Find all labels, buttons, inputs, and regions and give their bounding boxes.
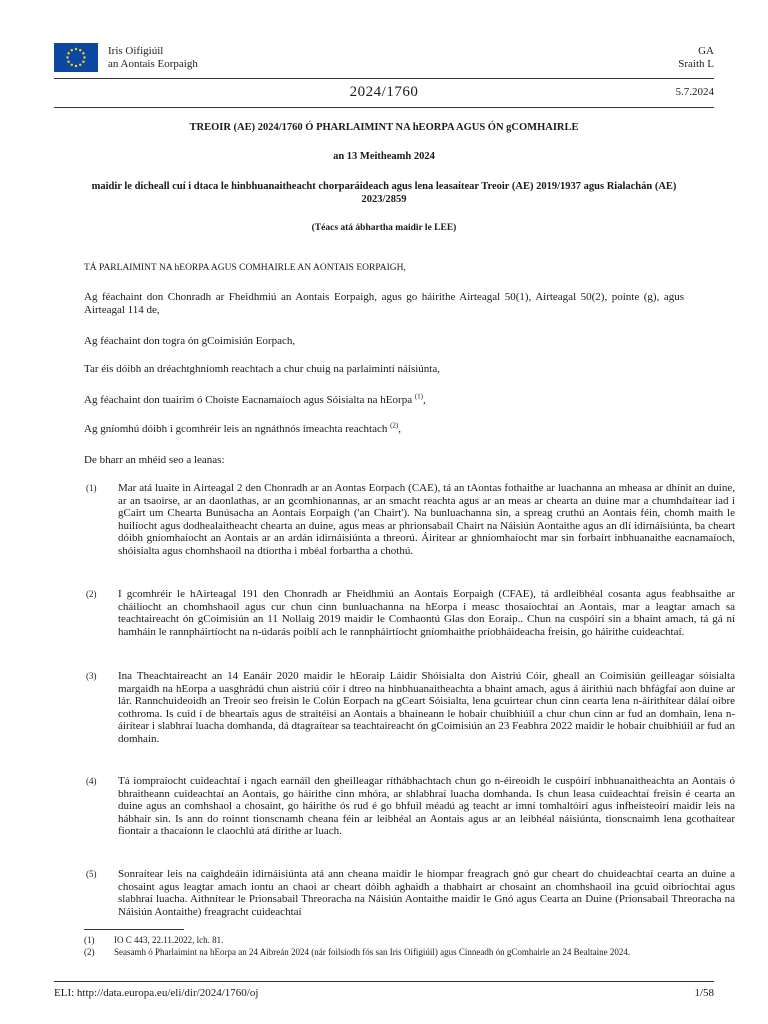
series: Sraith L bbox=[678, 58, 714, 70]
citation-treaty: Ag féachaint don Chonradh ar Fheidhmiú an Aontais Eorpaigh, agus go háirithe Airteagal 50(1), Airteagal 50(2), pointe (g), agus Airteagal 114 de, bbox=[84, 291, 684, 316]
journal-line-2: an Aontais Eorpaigh bbox=[108, 58, 198, 70]
adoption-date: an 13 Meitheamh 2024 bbox=[333, 151, 435, 162]
citation-eesc-end: , bbox=[423, 394, 426, 406]
recital-number: (5) bbox=[86, 869, 97, 879]
recital-number: (3) bbox=[86, 671, 97, 681]
footnote-divider bbox=[84, 929, 184, 930]
whereas-intro: De bharr an mhéid seo a leanas: bbox=[84, 454, 225, 466]
footnote-ref-2[interactable]: (2) bbox=[390, 421, 399, 430]
citation-national-parliaments: Tar éis dóibh an dréachtghníomh reachtach a chur chuig na parlaimintí náisiúnta, bbox=[84, 363, 440, 375]
footer-divider bbox=[54, 981, 714, 982]
citation-procedure-end: , bbox=[398, 423, 401, 435]
citation-procedure-text: Ag gníomhú dóibh i gcomhréir leis an ngnáthnós imeachta reachtach bbox=[84, 423, 388, 435]
recital-number: (4) bbox=[86, 776, 97, 786]
footnote-text: IO C 443, 22.11.2022, lch. 81. bbox=[114, 935, 224, 945]
citation-eesc-text: Ag féachaint don tuairim ó Choiste Eacnamaíoch agus Sóisialta na hEorpa bbox=[84, 394, 413, 406]
footnote-number: (1) bbox=[84, 935, 95, 945]
footnote-text: Seasamh ó Pharlaimint na hEorpa an 24 Aibreán 2024 (nár foilsíodh fós san Iris Oifigiúil) agus Cinneadh ón gComhairle an 24 Bealtaine 2024. bbox=[114, 947, 631, 957]
publication-date: 5.7.2024 bbox=[675, 86, 714, 98]
recital-text: Ina Theachtaireacht an 14 Eanáir 2020 maidir le hEoraip Láidir Shóisialta don Aistriú Cóir, gheall an Coimisiún geilleagar sóisialta margaidh na hEorpa a uasghrádú chun aistriú cóir i dtreo na hinbhuanaitheachta a bhaint amach, agus á áirithiú nach bhfágfaí aon duine ar lár. Rannchuideoidh an Treoir seo freisin le Colún Eorpach na gCeart Sóisialta, lena gcuirtear chun cinn cearta lena n-áirithítear dálaí oibre cothroma. Is cuid í de bheartais agus de straitéisí an Aontais a bhaineann le hobair chuibhiúil a chur chun cinn ar fud an domhain, lena n-áirítear i slabhraí luacha domhanda, dá dtagraítear sa teachtaireacht ón gCoimisiún an 23 Feabhra 2022 maidir le hobair chuibhiúil ar fud an domhain. bbox=[118, 670, 735, 745]
preamble-authority: TÁ PARLAIMINT NA hEORPA AGUS COMHAIRLE AN AONTAIS EORPAIGH, bbox=[84, 263, 406, 273]
citation-procedure bbox=[84, 423, 684, 436]
document-subject: maidir le dícheall cuí i dtaca le hinbhuanaitheacht chorparáideach agus lena leasaítear Treoir (AE) 2019/1937 agus Rialachán (AE) 2023/2859 bbox=[91, 181, 677, 205]
recital-number: (1) bbox=[86, 483, 97, 493]
journal-name bbox=[108, 45, 198, 71]
document-title: TREOIR (AE) 2024/1760 Ó PHARLAIMINT NA hEORPA AGUS ÓN gCOMHAIRLE bbox=[189, 122, 579, 133]
language-series bbox=[678, 45, 714, 71]
header bbox=[54, 43, 714, 73]
document-number: 2024/1760 bbox=[349, 84, 419, 100]
recital-number: (2) bbox=[86, 589, 97, 599]
language-code: GA bbox=[698, 45, 714, 57]
recital-text: Sonraítear leis na caighdeáin idirnáisiúnta atá ann cheana maidir le hiompar freagrach gnó gur cheart do chuideachtaí cearta an duine a chosaint agus leagtar amach iontu an chaoi ar cheart dóibh aghaidh a thabhairt ar chosaint an chomhshaoil ina gcuid oibríochtaí agus slabhraí luacha. Aithnítear le Prionsabail Threoracha na Náisiún Aontaithe maidir le Gnó agus Cearta an Duine (Prionsabail Threoracha na Náisiún Aontaithe) freagracht cuideachtaí bbox=[118, 868, 735, 918]
footnote-number: (2) bbox=[84, 947, 95, 957]
eea-relevance: (Téacs atá ábhartha maidir le LEE) bbox=[311, 223, 457, 233]
citation-eesc bbox=[84, 394, 684, 407]
number-divider bbox=[54, 107, 714, 108]
footnote-ref-1[interactable]: (1) bbox=[414, 392, 423, 401]
page-number: 1/58 bbox=[694, 987, 714, 999]
eli-link[interactable]: ELI: http://data.europa.eu/eli/dir/2024/1760/oj bbox=[54, 987, 259, 999]
eu-flag-icon bbox=[54, 43, 98, 72]
journal-line-1: Iris Oifigiúil bbox=[108, 45, 164, 57]
citation-proposal: Ag féachaint don togra ón gCoimisiún Eorpach, bbox=[84, 335, 296, 347]
header-divider bbox=[54, 78, 714, 79]
recital-text: I gcomhréir le hAirteagal 191 den Chonradh ar Fheidhmiú an Aontais Eorpaigh (CFAE), tá ardleibhéal cosanta agus feabhsaithe ar cháilíocht an chomhshaoil agus cur chun cinn bunluachanna na hEorpa i measc thosaíochtaí an Aontais, mar a leagtar amach sa teachtaireacht ón gCoimisiún an 11 Nollaig 2019 maidir le Comhaontú Glas don Eoraip.. Chun na cuspóirí sin a bhaint amach, tá gá ní hamháin le rannpháirtíocht na n-údarás poiblí ach le rannpháirtíocht gníomhaithe príobháideacha freisin, go háirithe cuideachtaí. bbox=[118, 588, 735, 638]
recital-text: Tá iompraíocht cuideachtaí i ngach earnáil den gheilleagar ríthábhachtach chun go n-éireoidh le cuspóirí inbhuanaitheachta an Aontais ó bhraitheann cuideachtaí an Aontais, go háirithe cinn mhóra, ar shlabhraí luacha domhanda. Is chun leasa cuideachtaí freisin é cearta an duine agus an comhshaol a chosaint, go háirithe ós rud é go bhfuil méadú ag teacht ar imní tomhaltóirí agus infheisteoirí maidir leis na hábhair sin. Is ann do roinnt tionscnamh cheana féin ar leibhéal an Aontais agus ar an leibhéal náisiúnta, tionscnaimh lena gcothaítear fiontair a thacaíonn le claochlú atá dírithe ar luach. bbox=[118, 775, 735, 838]
recital-text: Mar atá luaite in Airteagal 2 den Chonradh ar an Aontas Eorpach (CAE), tá an tAontas fothaithe ar luachanna an mheasa ar dhínit an duine, ar an tsaoirse, ar an daonlathas, ar an gcomhionannas, ar an smacht reachta agus ar an meas ar chearta an duine mar a chumhdaítear iad i gCairt um Chearta Bunúsacha an Aontais Eorpaigh ('an Chairt'). Na bunluachanna sin, a spreag cruthú an Aontais féin, chomh maith le huilíocht agus dodhealaitheacht chearta an duine, agus meas ar phrionsabail Chairt na Náisiún Aontaithe agus an dlí idirnáisiúnta, ba cheart dóibh gníomhaíocht an Aontais ar an ardán idirnáisiúnta a threorú. Áirítear ar ghníomhaíocht mar sin forbairt inbhuanaithe eacnamaíoch, shóisialta agus chomhshaoil na dtíortha i mbéal forbartha a chothú. bbox=[118, 482, 735, 557]
